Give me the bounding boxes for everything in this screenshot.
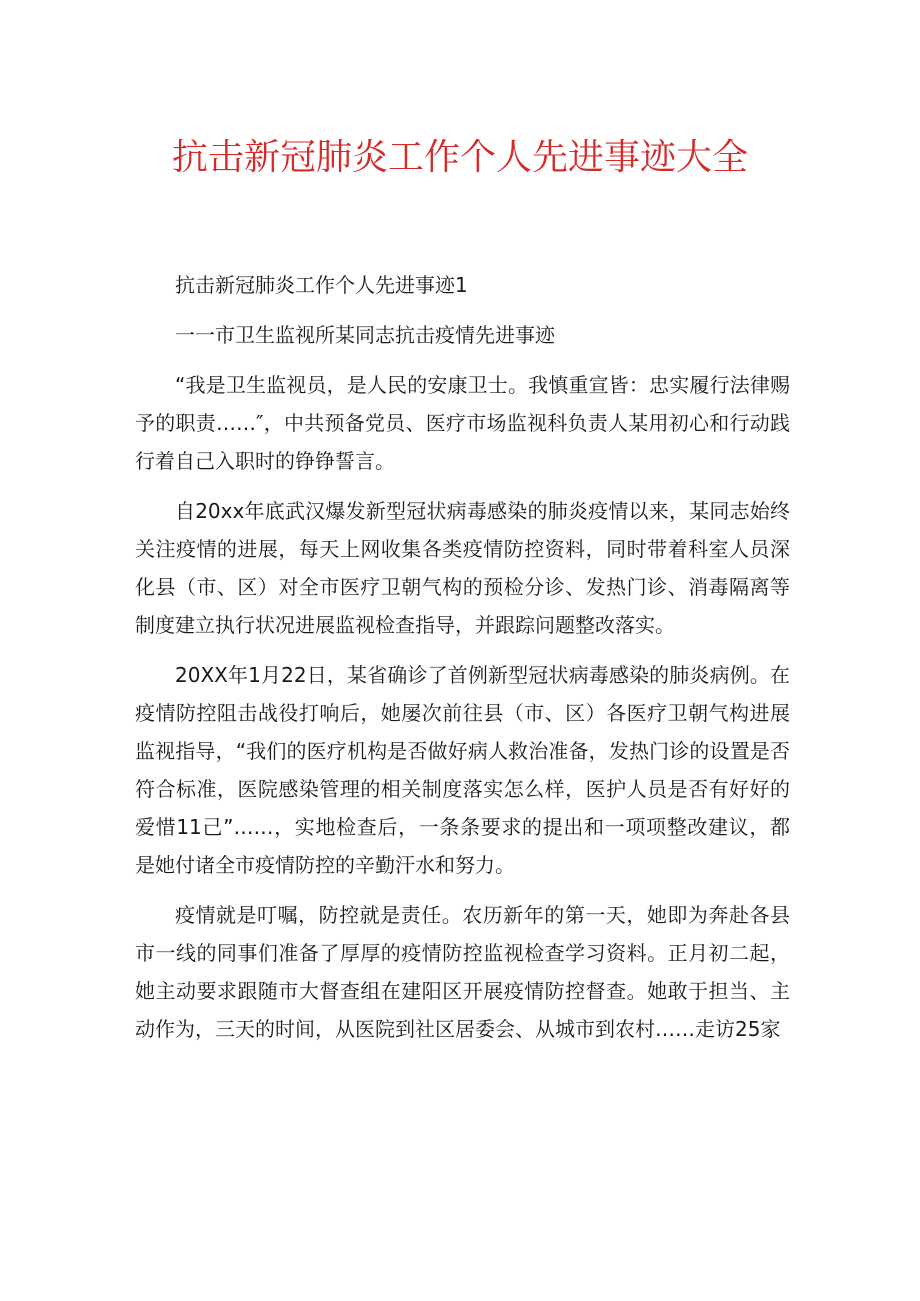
section-heading: 抗击新冠肺炎工作个人先进事迹1 <box>175 273 468 297</box>
paragraph-2: 自20xx年底武汉爆发新型冠状病毒感染的肺炎疫情以来，某同志始终关注疫情的进展，每天上网收集各类疫情防控资料，同时带着科室人员深化县（市、区）对全市医疗卫朝气构的预检分诊、发热门诊、消毒隔离等制度建立执行状况进展监视检查指导，并跟踪问题整改落实。 <box>135 499 790 637</box>
paragraph-3: 20XX年1月22日，某省确诊了首例新型冠状病毒感染的肺炎病例。在疫情防控阻击战役打响后，她屡次前往县（市、区）各医疗卫朝气构进展监视指导，“我们的医疗机构是否做好病人救治准备，发热门诊的设置是否符合标准，医院感染管理的相关制度落实怎么样，医护人员是否有好好的爱惜11己”……，实地检查后，一条条要求的提出和一项项整改建议，都是她付诸全市疫情防控的辛勤汗水和努力。 <box>135 663 790 877</box>
document-body <box>135 266 790 1060</box>
section-subheading: 一一市卫生监视所某同志抗击疫情先进事迹 <box>175 323 555 347</box>
paragraph-4: 疫情就是叮嘱，防控就是责任。农历新年的第一天，她即为奔赴各县市一线的同事们准备了厚厚的疫情防控监视检查学习资料。正月初二起，她主动要求跟随市大督查组在建阳区开展疫情防控督查。她敢于担当、主动作为，三天的时间，从医院到社区居委会、从城市到农村……走访25家 <box>135 903 790 1041</box>
paragraph-1: “我是卫生监视员，是人民的安康卫士。我慎重宣皆：忠实履行法律赐予的职责……″，中共预备党员、医疗市场监视科负责人某用初心和行动践行着自己入职时的铮铮誓言。 <box>135 373 790 473</box>
document-title: 抗击新冠肺炎工作个人先进事迹大全 <box>171 137 748 178</box>
